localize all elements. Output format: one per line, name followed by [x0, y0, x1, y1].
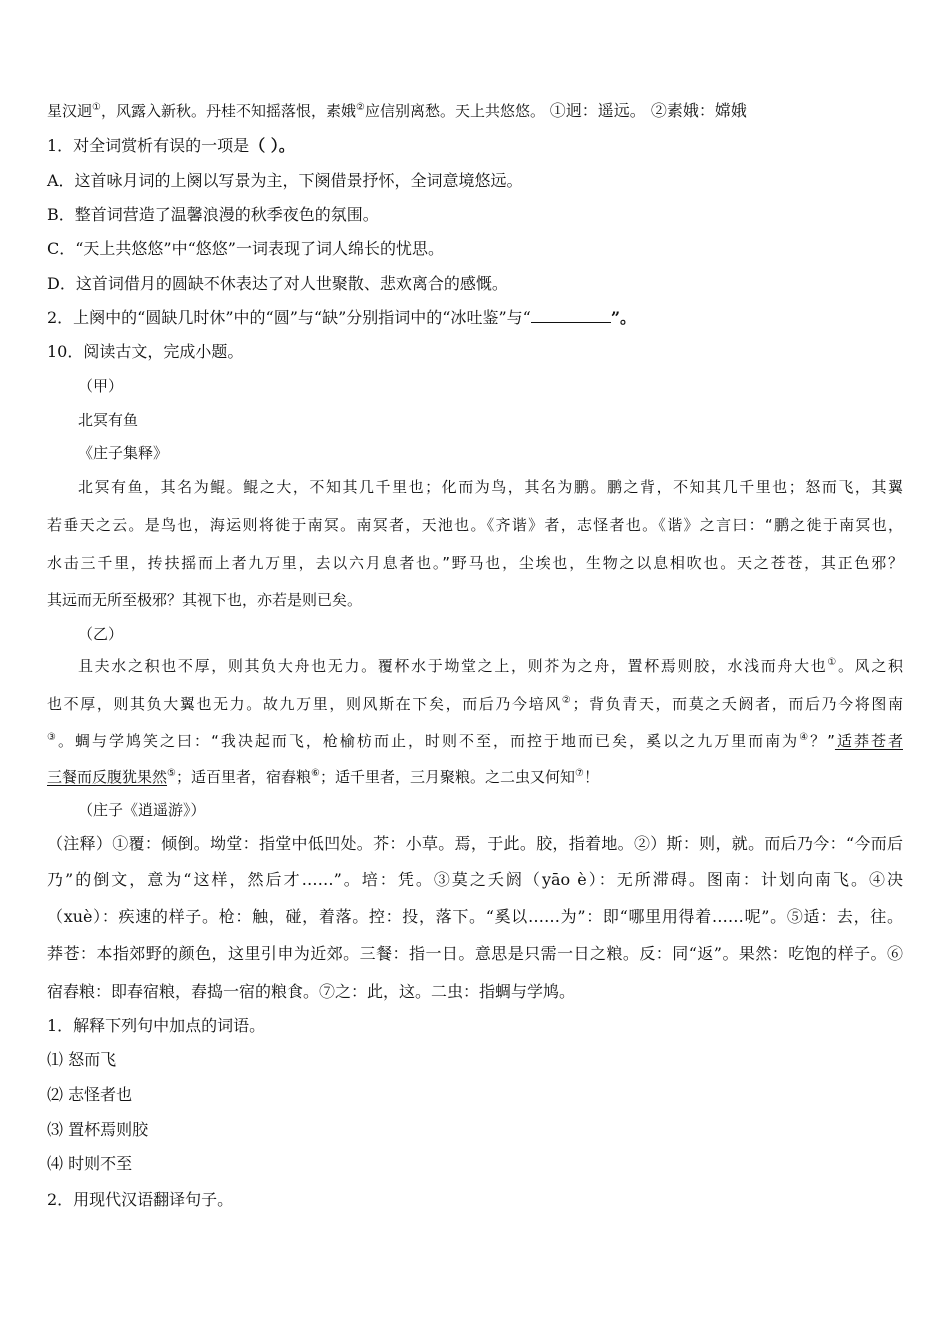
- item-1: ⑴ 怒而飞: [47, 1050, 117, 1069]
- sub-question-1: 1．解释下列句中加点的词语。: [47, 1016, 266, 1035]
- item-4: ⑷ 时则不至: [47, 1154, 133, 1173]
- notes-line-5: 宿舂粮：即春宿粮，舂捣一宿的粮食。⑦之：此，这。二虫：指蜩与学鸠。: [47, 982, 576, 1001]
- underlined-sentence: 适莽苍者: [834, 732, 903, 750]
- yi-line-3: ③。蜩与学鸠笑之曰：“我决起而飞，枪榆枋而止，时则不至，而控于地而已矣，奚以之九万里而南为④？”适莽苍者: [47, 732, 903, 750]
- question-2-stem: 2．上阕中的“圆缺几时休”中的“圆”与“缺”分别指词中的“冰吐鉴”与“ ”。: [47, 308, 637, 327]
- notes-line-2: 乃”的倒文，意为“这样，然后才……”。培：凭。③莫之夭阏（yāo è）：无所滞碍。图南：计划向南飞。④决: [47, 870, 903, 889]
- sub-question-2: 2．用现代汉语翻译句子。: [47, 1190, 234, 1209]
- source-yi: （庄子《逍遥游》）: [78, 801, 206, 819]
- underlined-sentence-cont: 三餐而反腹犹果然: [47, 768, 168, 786]
- poem-line: 星汉迥①，风露入新秋。丹桂不知摇落恨，素娥②应信别离愁。天上共悠悠。 ①迥：遥远。 ②素娥：嫦娥: [47, 101, 747, 120]
- poem-note: ①迥：遥远。 ②素娥：嫦娥: [549, 101, 747, 120]
- source-jia: 《庄子集释》: [78, 444, 169, 462]
- jia-line-3: 水击三千里，抟扶摇而上者九万里，去以六月息者也。”野马也，尘埃也，生物之以息相吹也。天之苍苍，其正色邪？: [47, 554, 903, 572]
- answer-blank: [531, 308, 611, 323]
- option-c: C．“天上共悠悠”中“悠悠”一词表现了词人绵长的忧思。: [47, 239, 444, 258]
- section-yi-label: （乙）: [78, 625, 124, 643]
- yi-line-2: 也不厚，则其负大翼也无力。故九万里，则风斯在下矣，而后乃今培风②；背负青天，而莫之夭阏者，而后乃今将图南: [47, 695, 903, 713]
- notes-line-3: （xuè）：疾速的样子。枪：触，碰，着落。控：投，落下。“奚以……为”：即“哪里用得着……呢”。⑤适：去，往。: [47, 907, 903, 926]
- passage-heading: 北冥有鱼: [78, 411, 139, 429]
- question-10-title: 10．阅读古文，完成小题。: [47, 342, 244, 361]
- jia-line-2: 若垂天之云。是鸟也，海运则将徙于南冥。南冥者，天池也。《齐谐》者，志怪者也。《谐》之言曰：“鹏之徙于南冥也，: [47, 516, 903, 534]
- section-jia-label: （甲）: [78, 377, 124, 395]
- notes-line-1: （注释）①覆：倾倒。坳堂：指堂中低凹处。芥：小草。焉，于此。胶，指着地。②）斯：则，就。而后乃今：“今而后: [47, 834, 903, 853]
- notes-line-4: 莽苍：本指郊野的颜色，这里引申为近郊。三餐：指一日。意思是只需一日之粮。反：同“返”。果然：吃饱的样子。⑥: [47, 944, 903, 963]
- yi-line-1: 且夫水之积也不厚，则其负大舟也无力。覆杯水于坳堂之上，则芥为之舟，置杯焉则胶，水浅而舟大也①。风之积: [78, 657, 903, 675]
- option-a: A．这首咏月词的上阕以写景为主，下阕借景抒怀，全词意境悠远。: [47, 171, 523, 190]
- yi-line-4: 三餐而反腹犹果然⑤；适百里者，宿舂粮⑥；适千里者，三月聚粮。之二虫又何知⑦！: [47, 768, 599, 786]
- item-2: ⑵ 志怪者也: [47, 1085, 133, 1104]
- jia-line-4: 其远而无所至极邪？其视下也，亦若是则已矣。: [47, 591, 363, 609]
- option-d: D．这首词借月的圆缺不休表达了对人世聚散、悲欢离合的感慨。: [47, 274, 508, 293]
- jia-line-1: 北冥有鱼，其名为鲲。鲲之大，不知其几千里也；化而为鸟，其名为鹏。鹏之背，不知其几千里也；怒而飞，其翼: [78, 478, 903, 496]
- item-3: ⑶ 置杯焉则胶: [47, 1120, 149, 1139]
- option-b: B．整首词营造了温馨浪漫的秋季夜色的氛围。: [47, 205, 379, 224]
- question-1-stem: 1．对全词赏析有误的一项是（ ）。: [47, 136, 295, 155]
